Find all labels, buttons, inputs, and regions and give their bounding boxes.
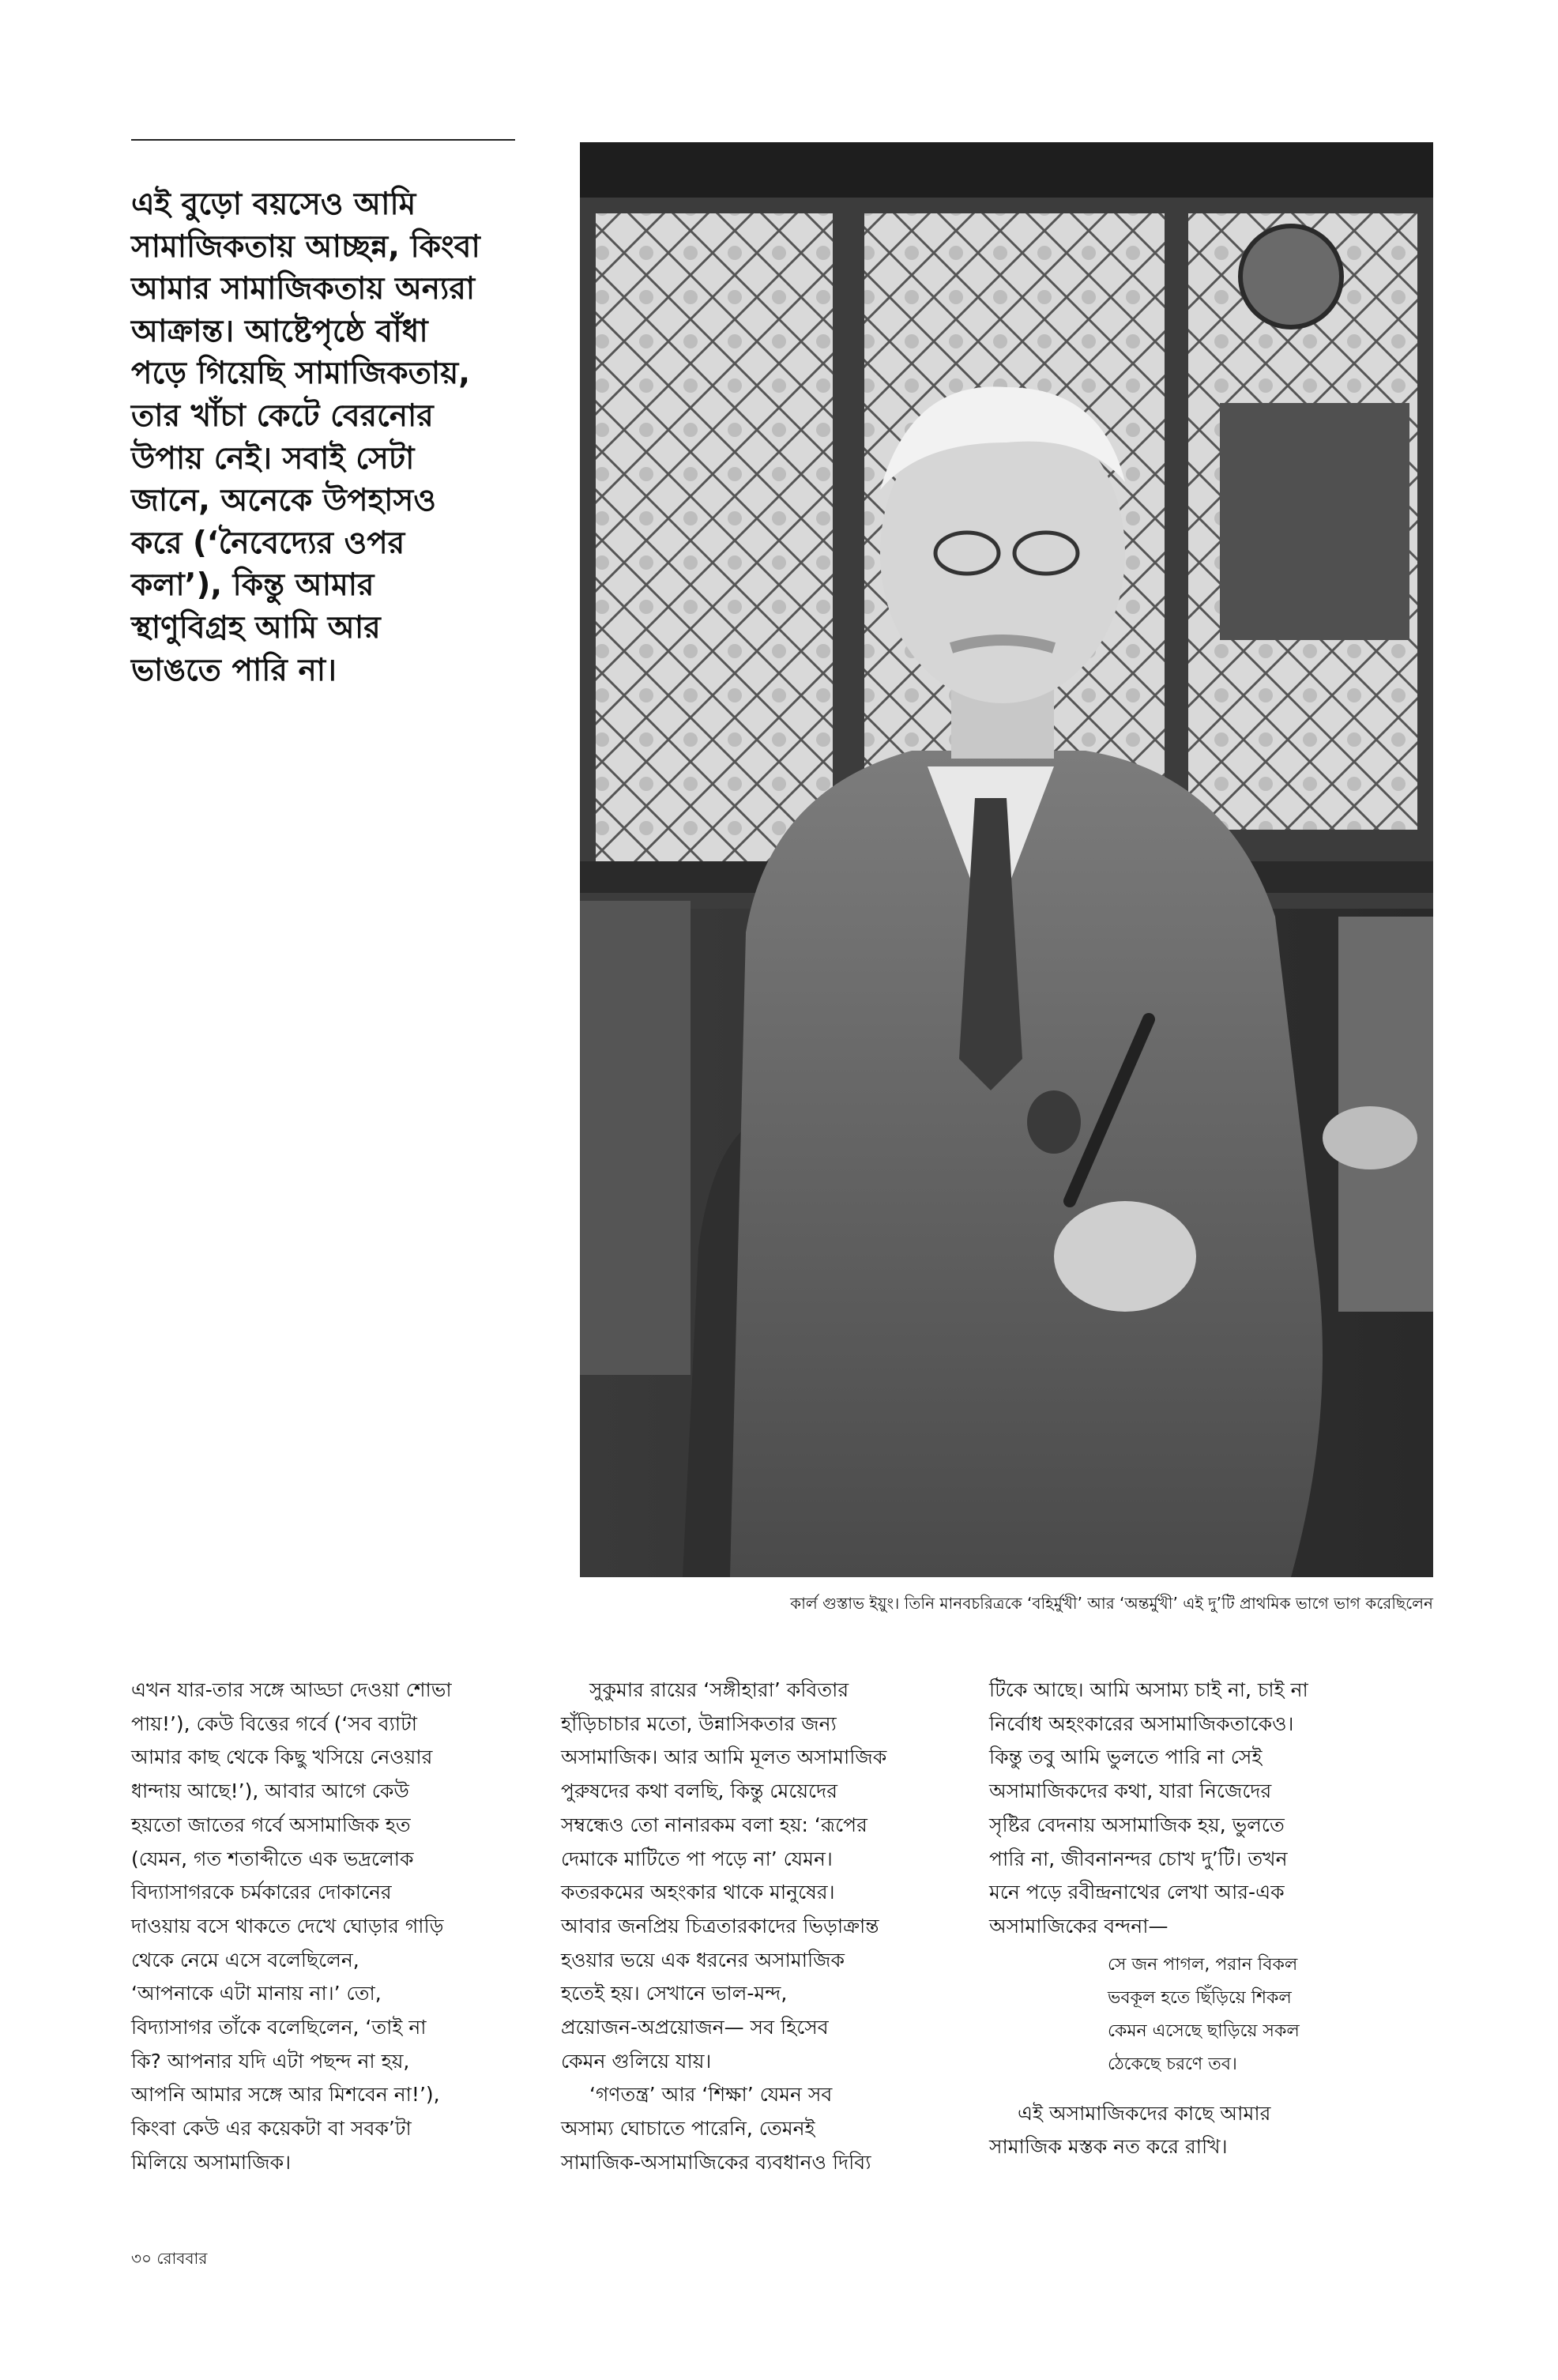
poem-line: ভবকূল হতে ছিঁড়িয়ে শিকল [1108, 1987, 1292, 2008]
pull-quote-line: আক্রান্ত। আষ্টেপৃষ্ঠে বাঁধা [131, 313, 428, 349]
pull-quote [131, 183, 550, 691]
body-line: পায়!’), কেউ বিত্তের গর্বে (‘সব ব্যাটা [131, 1712, 417, 1735]
poem-line: কেমন এসেছে ছাড়িয়ে সকল [1108, 2020, 1300, 2041]
body-line: (যেমন, গত শতাব্দীতে এক ভদ্রলোক [131, 1847, 414, 1870]
body-line: পুরুষদের কথা বলছি, কিন্তু মেয়েদের [561, 1779, 837, 1803]
top-rule [131, 139, 515, 141]
body-line: অসামাজিকদের কথা, যারা নিজেদের [989, 1779, 1272, 1803]
pull-quote-line: কলা’), কিন্তু আমার [131, 567, 374, 604]
body-line: টিকে আছে। আমি অসাম্য চাই না, চাই না [989, 1678, 1308, 1701]
body-line: কতরকমের অহংকার থাকে মানুষের। [561, 1881, 835, 1904]
photo-caption: কার্ল গুস্তাভ ইয়ুং। তিনি মানবচরিত্রকে ‘বহির্মুখী’ আর ‘অন্তর্মুখী’ এই দু’টি প্রাথমিক ভাগে ভাগ করেছিলেন [790, 1594, 1433, 1613]
body-line: সামাজিক মস্তক নত করে রাখি। [989, 2135, 1228, 2159]
body-line: পারি না, জীবনানন্দর চোখ দু’টি। তখন [989, 1847, 1288, 1870]
body-line: কি? আপনার যদি এটা পছন্দ না হয়, [131, 2049, 410, 2073]
body-line: অসামাজিক। আর আমি মূলত অসামাজিক [561, 1745, 887, 1769]
pull-quote-line: করে (‘নৈবেদ্যের ওপর [131, 525, 405, 561]
portrait-photo [580, 142, 1433, 1577]
body-line: হাঁড়িচাচার মতো, উন্নাসিকতার জন্য [561, 1712, 837, 1735]
body-line: দাওয়ায় বসে থাকতে দেখে ঘোড়ার গাড়ি [131, 1914, 444, 1938]
body-line: ‘আপনাকে এটা মানায় না।’ তো, [131, 1982, 382, 2005]
body-line: হওয়ার ভয়ে এক ধরনের অসামাজিক [561, 1948, 845, 1971]
body-line: থেকে নেমে এসে বলেছিলেন, [131, 1948, 359, 1971]
body-line: সুকুমার রায়ের ‘সঙ্গীহারা’ কবিতার [589, 1678, 849, 1701]
pull-quote-line: তার খাঁচা কেটে বেরনোর [131, 397, 434, 434]
body-line: দেমাকে মাটিতে পা পড়ে না’ যেমন। [561, 1847, 833, 1870]
poem-line: ঠেকেছে চরণে তব। [1108, 2054, 1237, 2074]
poem-line: সে জন পাগল, পরান বিকল [1108, 1954, 1298, 1975]
body-line: আমার কাছ থেকে কিছু খসিয়ে নেওয়ার [131, 1745, 433, 1769]
body-line: বিদ্যাসাগর তাঁকে বলেছিলেন, ‘তাই না [131, 2016, 427, 2039]
body-line: মনে পড়ে রবীন্দ্রনাথের লেখা আর-এক [989, 1881, 1285, 1904]
body-line: অসাম্য ঘোচাতে পারেনি, তেমনই [561, 2117, 815, 2141]
body-line: নির্বোধ অহংকারের অসামাজিকতাকেও। [989, 1712, 1294, 1735]
pull-quote-line: জানে, অনেকে উপহাসও [131, 483, 436, 519]
poem-quote [1108, 1949, 1392, 2081]
pull-quote-line: উপায় নেই। সবাই সেটা [131, 440, 415, 476]
body-line: ধান্দায় আছে!’), আবার আগে কেউ [131, 1779, 409, 1803]
body-line: হতেই হয়। সেখানে ভাল-মন্দ, [561, 1982, 788, 2005]
article-column-2 [561, 1674, 964, 2180]
body-line: আবার জনপ্রিয় চিত্রতারকাদের ভিড়াক্রান্ত [561, 1914, 879, 1938]
pull-quote-line: পড়ে গিয়েছি সামাজিকতায়, [131, 356, 471, 392]
article-column-3 [989, 1674, 1392, 2164]
body-line: সম্বন্ধেও তো নানারকম বলা হয়: ‘রূপের [561, 1813, 867, 1836]
body-line: হয়তো জাতের গর্বে অসামাজিক হত [131, 1813, 411, 1836]
pull-quote-line: এই বুড়ো বয়সেও আমি [131, 186, 416, 222]
pull-quote-line: আমার সামাজিকতায় অন্যরা [131, 271, 476, 307]
body-line: বিদ্যাসাগরকে চর্মকারের দোকানের [131, 1881, 392, 1904]
body-line: অসামাজিকের বন্দনা— [989, 1914, 1168, 1938]
body-line: মিলিয়ে অসামাজিক। [131, 2150, 292, 2174]
pull-quote-line: ভাঙতে পারি না। [131, 652, 337, 688]
body-line: ‘গণতন্ত্র’ আর ‘শিক্ষা’ যেমন সব [589, 2083, 833, 2107]
body-line: এই অসামাজিকদের কাছে আমার [1018, 2101, 1271, 2125]
body-line: প্রয়োজন-অপ্রয়োজন— সব হিসেব [561, 2016, 829, 2039]
body-line: কিংবা কেউ এর কয়েকটা বা সবক’টা [131, 2117, 412, 2141]
body-line: কিন্তু তবু আমি ভুলতে পারি না সেই [989, 1745, 1263, 1769]
pull-quote-line: সামাজিকতায় আচ্ছন্ন, কিংবা [131, 228, 480, 265]
body-line: এখন যার-তার সঙ্গে আড্ডা দেওয়া শোভা [131, 1678, 452, 1701]
article-column-1 [131, 1674, 534, 2180]
pull-quote-line: স্থাণুবিগ্রহ আমি আর [131, 609, 381, 646]
body-line: কেমন গুলিয়ে যায়। [561, 2049, 712, 2073]
body-line: সামাজিক-অসামাজিকের ব্যবধানও দিব্যি [561, 2150, 871, 2174]
body-line: আপনি আমার সঙ্গে আর মিশবেন না!’), [131, 2083, 440, 2107]
page-folio: ৩০ রোববার [131, 2249, 208, 2268]
body-line: সৃষ্টির বেদনায় অসামাজিক হয়, ভুলতে [989, 1813, 1285, 1836]
